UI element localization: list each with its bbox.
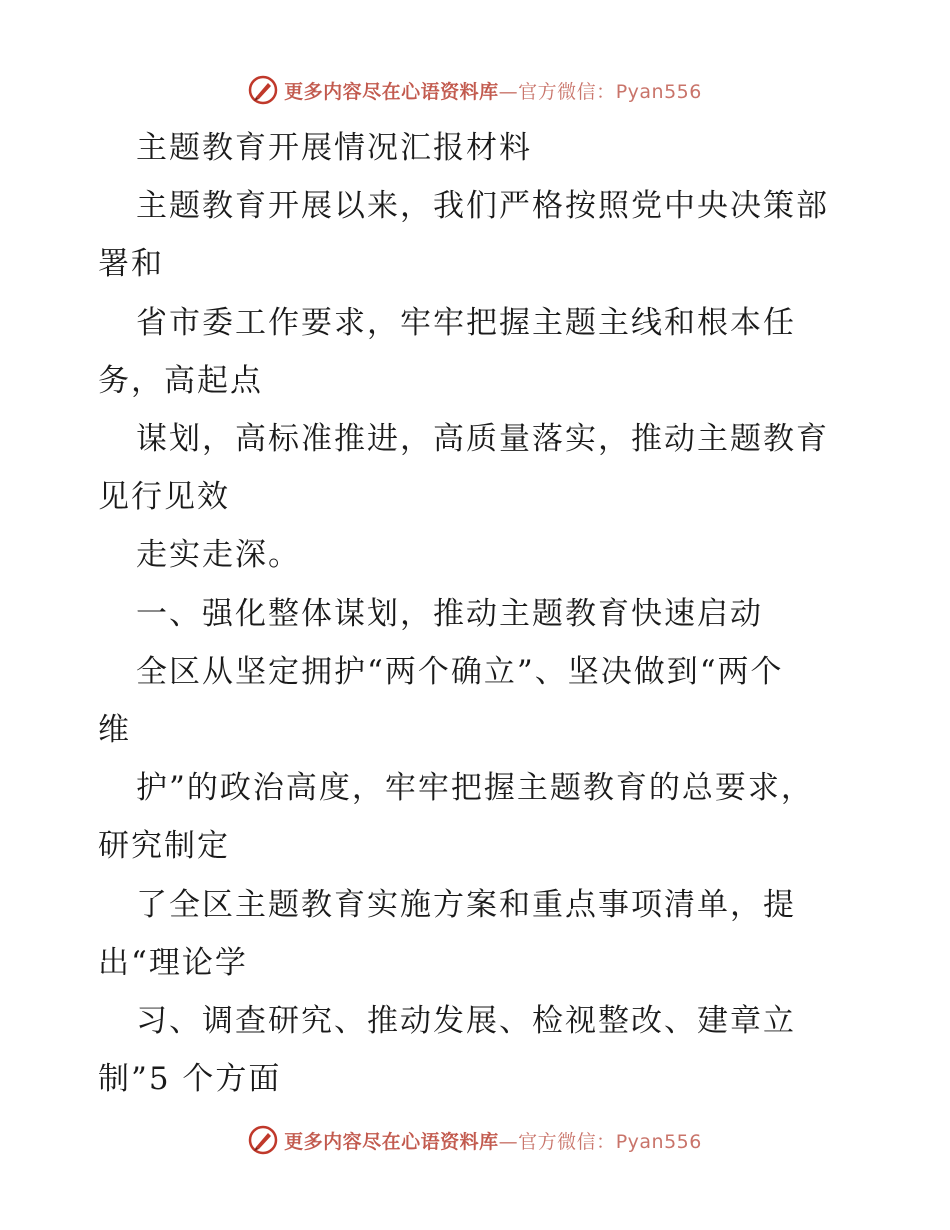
text-line: 习、调查研究、推动发展、检视整改、建章立 <box>136 1003 796 1039</box>
text-line: 研究制定 <box>98 828 230 865</box>
watermark-text <box>284 77 702 104</box>
text-line: 务，高起点 <box>98 362 263 399</box>
text-line: 见行见效 <box>98 479 230 516</box>
text-line: 制”5 个方面 <box>98 1061 282 1098</box>
text-line: 谋划，高标准推进，高质量落实，推动主题教育 <box>136 421 829 457</box>
pen-logo-icon <box>248 1125 278 1155</box>
text-line: 一、强化整体谋划，推动主题教育快速启动 <box>136 595 763 632</box>
watermark-official: 官方微信： <box>518 80 616 103</box>
header-watermark <box>0 72 950 108</box>
text-line: 了全区主题教育实施方案和重点事项清单，提 <box>136 886 796 923</box>
watermark-account: Pyan556 <box>615 80 702 103</box>
text-line: 走实走深。 <box>136 537 301 574</box>
watermark-text <box>284 1127 702 1154</box>
text-line: 主题教育开展以来，我们严格按照党中央决策部 <box>136 188 829 225</box>
text-line: 主题教育开展情况汇报材料 <box>136 130 532 166</box>
watermark-dash: — <box>498 80 519 103</box>
watermark-official: 官方微信： <box>518 1130 616 1153</box>
footer-watermark <box>0 1122 950 1158</box>
text-line: 维 <box>98 712 131 748</box>
pen-logo-icon <box>248 75 278 105</box>
watermark-dash: — <box>498 1130 519 1153</box>
text-line: 省市委工作要求，牢牢把握主题主线和根本任 <box>136 304 796 341</box>
text-line: 全区从坚定拥护“两个确立”、坚决做到“两个 <box>136 653 784 690</box>
watermark-main: 更多内容尽在心语资料库 <box>284 80 499 103</box>
watermark-main: 更多内容尽在心语资料库 <box>284 1130 499 1153</box>
text-line: 署和 <box>98 246 164 283</box>
text-line: 出“理论学 <box>98 944 248 981</box>
watermark-account: Pyan556 <box>615 1130 702 1153</box>
text-line: 护”的政治高度，牢牢把握主题教育的总要求， <box>136 770 814 807</box>
